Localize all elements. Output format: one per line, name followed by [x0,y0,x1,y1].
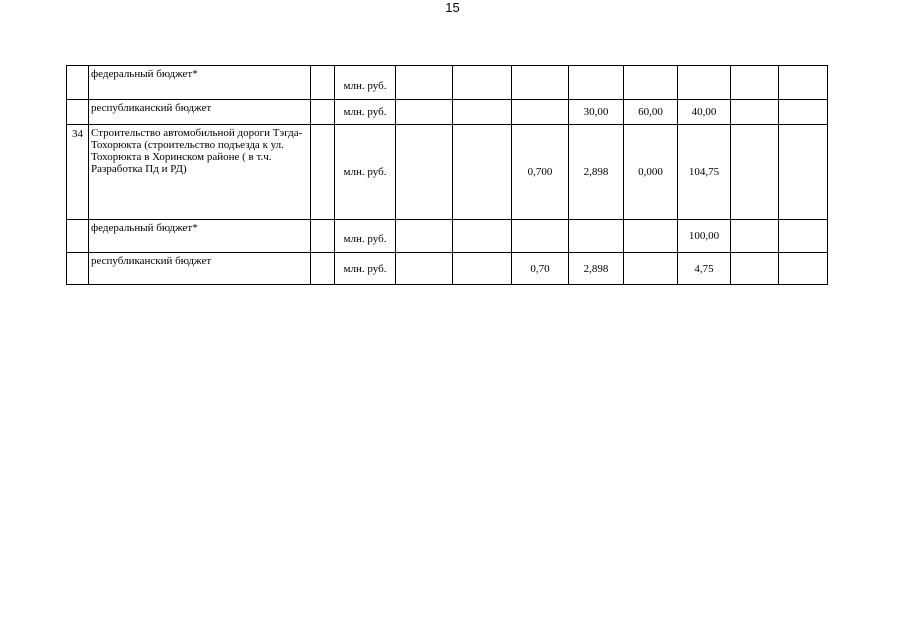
value-cell [779,66,828,100]
row-unit: млн. руб. [335,253,396,285]
value-cell [453,125,512,220]
value-cell: 100,00 [678,220,731,253]
value-cell [731,220,779,253]
empty-cell [311,220,335,253]
value-cell [396,220,453,253]
empty-cell [311,125,335,220]
value-cell [731,66,779,100]
row-unit: млн. руб. [335,220,396,253]
value-cell [453,220,512,253]
value-cell: 30,00 [569,100,624,125]
value-cell [569,220,624,253]
value-cell [453,66,512,100]
row-number [67,100,89,125]
value-cell [779,220,828,253]
row-description: республиканский бюджет [89,253,311,285]
value-cell [453,253,512,285]
table-row [67,66,828,100]
budget-table [66,65,828,285]
row-description: федеральный бюджет* [89,66,311,100]
row-description: республиканский бюджет [89,100,311,125]
value-cell: 2,898 [569,125,624,220]
value-cell [396,125,453,220]
value-cell [512,66,569,100]
row-unit: млн. руб. [335,100,396,125]
empty-cell [311,66,335,100]
value-cell [512,220,569,253]
value-cell [731,253,779,285]
row-unit: млн. руб. [335,66,396,100]
value-cell [678,66,731,100]
page-number: 15 [445,0,460,15]
empty-cell [311,100,335,125]
value-cell [624,66,678,100]
row-number: 34 [67,125,89,220]
table-row [67,100,828,125]
value-cell [779,125,828,220]
value-cell [396,66,453,100]
value-cell [512,100,569,125]
row-number [67,66,89,100]
value-cell: 4,75 [678,253,731,285]
row-number [67,253,89,285]
value-cell [731,100,779,125]
value-cell [779,100,828,125]
value-cell: 0,000 [624,125,678,220]
value-cell: 0,70 [512,253,569,285]
table-row [67,125,828,220]
value-cell [624,220,678,253]
value-cell: 0,700 [512,125,569,220]
value-cell [453,100,512,125]
value-cell: 2,898 [569,253,624,285]
empty-cell [311,253,335,285]
value-cell [779,253,828,285]
table-row [67,220,828,253]
row-description: Строительство автомобильной дороги Тэгда-Тохорюкта (строительство подъезда к ул. Тохорюкта в Хоринском районе ( в т.ч. Разработка Пд и РД) [89,125,311,220]
value-cell [396,253,453,285]
value-cell [569,66,624,100]
value-cell: 60,00 [624,100,678,125]
table-row [67,253,828,285]
value-cell: 40,00 [678,100,731,125]
value-cell [731,125,779,220]
row-number [67,220,89,253]
value-cell [624,253,678,285]
row-unit: млн. руб. [335,125,396,220]
value-cell: 104,75 [678,125,731,220]
row-description: федеральный бюджет* [89,220,311,253]
value-cell [396,100,453,125]
